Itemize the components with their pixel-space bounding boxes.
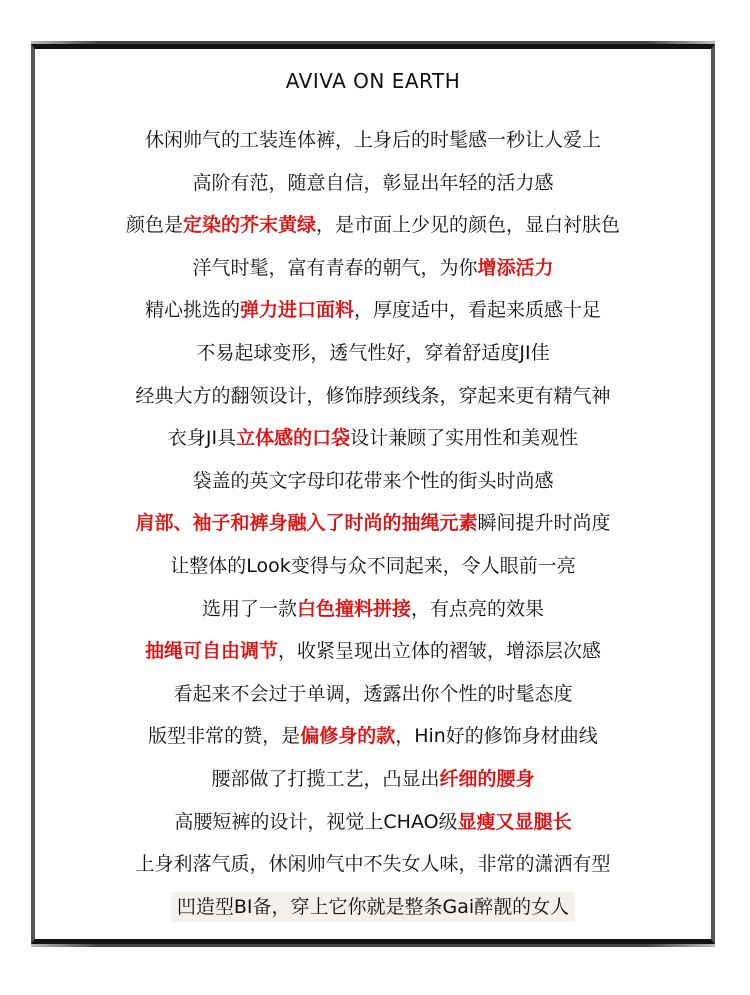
text-line-content: [211, 768, 534, 790]
text-line-content: [148, 725, 598, 747]
page-title: AVIVA ON EARTH: [285, 69, 461, 93]
highlighted-text: 抽绳可自由调节: [144, 640, 278, 663]
text-line-content: [192, 470, 553, 492]
text-line: [35, 843, 711, 886]
text-line: [35, 375, 711, 418]
text-segment: 衣身JI具: [167, 427, 237, 450]
text-segment: 经典大方的翻领设计，修饰脖颈线条，穿起来更有精气神: [135, 384, 611, 407]
text-segment: 颜色是: [125, 214, 183, 237]
text-segment: 洋气时髦，富有青春的朝气，为你: [192, 256, 478, 279]
text-line: [35, 417, 711, 460]
text-line: [35, 545, 711, 588]
text-line: [35, 801, 711, 844]
text-line-content: [135, 385, 610, 407]
text-line: [35, 886, 711, 929]
text-segment: 选用了一款: [201, 597, 297, 620]
text-line: [35, 204, 711, 247]
text-line: [35, 332, 711, 375]
highlighted-text: 弹力进口面料: [239, 299, 354, 322]
text-line: [35, 588, 711, 631]
text-segment: ，厚度适中，看起来质感十足: [354, 299, 602, 322]
highlighted-text: 白色撞料拼接: [296, 597, 411, 620]
highlighted-text: 偏修身的款: [300, 725, 396, 748]
text-line-content: [170, 555, 576, 577]
text-line-content: [171, 892, 575, 922]
text-segment: 精心挑选的: [144, 299, 240, 322]
text-line-content: [126, 214, 620, 236]
text-line: [35, 630, 711, 673]
text-line-content: [174, 811, 571, 833]
text-line-content: [202, 598, 544, 620]
text-line-content: [135, 853, 610, 875]
text-segment: 看起来不会过于单调，透露出你个性的时髦态度: [173, 682, 573, 705]
text-segment: 设计兼顾了实用性和美观性: [350, 427, 579, 450]
highlighted-text: 显瘦又显腿长: [457, 810, 572, 833]
text-segment: 瞬间提升时尚度: [477, 512, 611, 535]
highlighted-text: 纤细的腰身: [439, 767, 535, 790]
text-line-content: [135, 512, 610, 534]
text-line-content: [145, 299, 601, 321]
text-line-content: [168, 427, 578, 449]
text-line: [35, 673, 711, 716]
text-line: [35, 502, 711, 545]
text-segment: ，是市面上少见的颜色，显白衬肤色: [316, 214, 621, 237]
text-line: [35, 247, 711, 290]
text-segment: 上身利落气质，休闲帅气中不失女人味，非常的潇洒有型: [135, 853, 611, 876]
text-line: [35, 289, 711, 332]
text-segment: 版型非常的赞，是: [148, 725, 301, 748]
text-line: [35, 119, 711, 162]
text-line-content: [173, 683, 572, 705]
text-line: [35, 162, 711, 205]
highlighted-text: 定染的芥末黄绿: [182, 214, 316, 237]
text-line-content: [145, 129, 601, 151]
text-line-content: [192, 257, 553, 279]
text-segment: ，有点亮的效果: [411, 597, 545, 620]
text-segment: 让整体的Look变得与众不同起来，令人眼前一亮: [170, 554, 576, 577]
text-segment: 高腰短裤的设计，视觉上CHAO级: [174, 810, 458, 833]
text-line: [35, 460, 711, 503]
text-line-content: [145, 640, 601, 662]
document-frame: [31, 44, 715, 944]
highlighted-text: 肩部、袖子和裤身融入了时尚的抽绳元素: [135, 512, 478, 535]
text-segment: 凹造型BI备，穿上它你就是整条Gai醉靓的女人: [171, 892, 575, 922]
text-line: [35, 715, 711, 758]
text-segment: 不易起球变形，透气性好，穿着舒适度JI佳: [196, 341, 550, 364]
text-segment: 休闲帅气的工装连体裤，上身后的时髦感一秒让人爱上: [144, 129, 601, 151]
text-line-content: [192, 172, 553, 194]
text-segment: 高阶有范，随意自信，彰显出年轻的活力感: [192, 171, 554, 194]
text-line: [35, 758, 711, 801]
text-segment: ，收紧呈现出立体的褶皱，增添层次感: [278, 640, 602, 663]
text-segment: ，Hin好的修饰身材曲线: [395, 725, 598, 748]
text-segment: 袋盖的英文字母印花带来个性的街头时尚感: [192, 469, 554, 492]
description-lines: [35, 119, 711, 928]
text-segment: 腰部做了打揽工艺，凸显出: [211, 767, 440, 790]
highlighted-text: 增添活力: [477, 256, 554, 279]
text-line-content: [196, 342, 549, 364]
highlighted-text: 立体感的口袋: [236, 427, 351, 450]
